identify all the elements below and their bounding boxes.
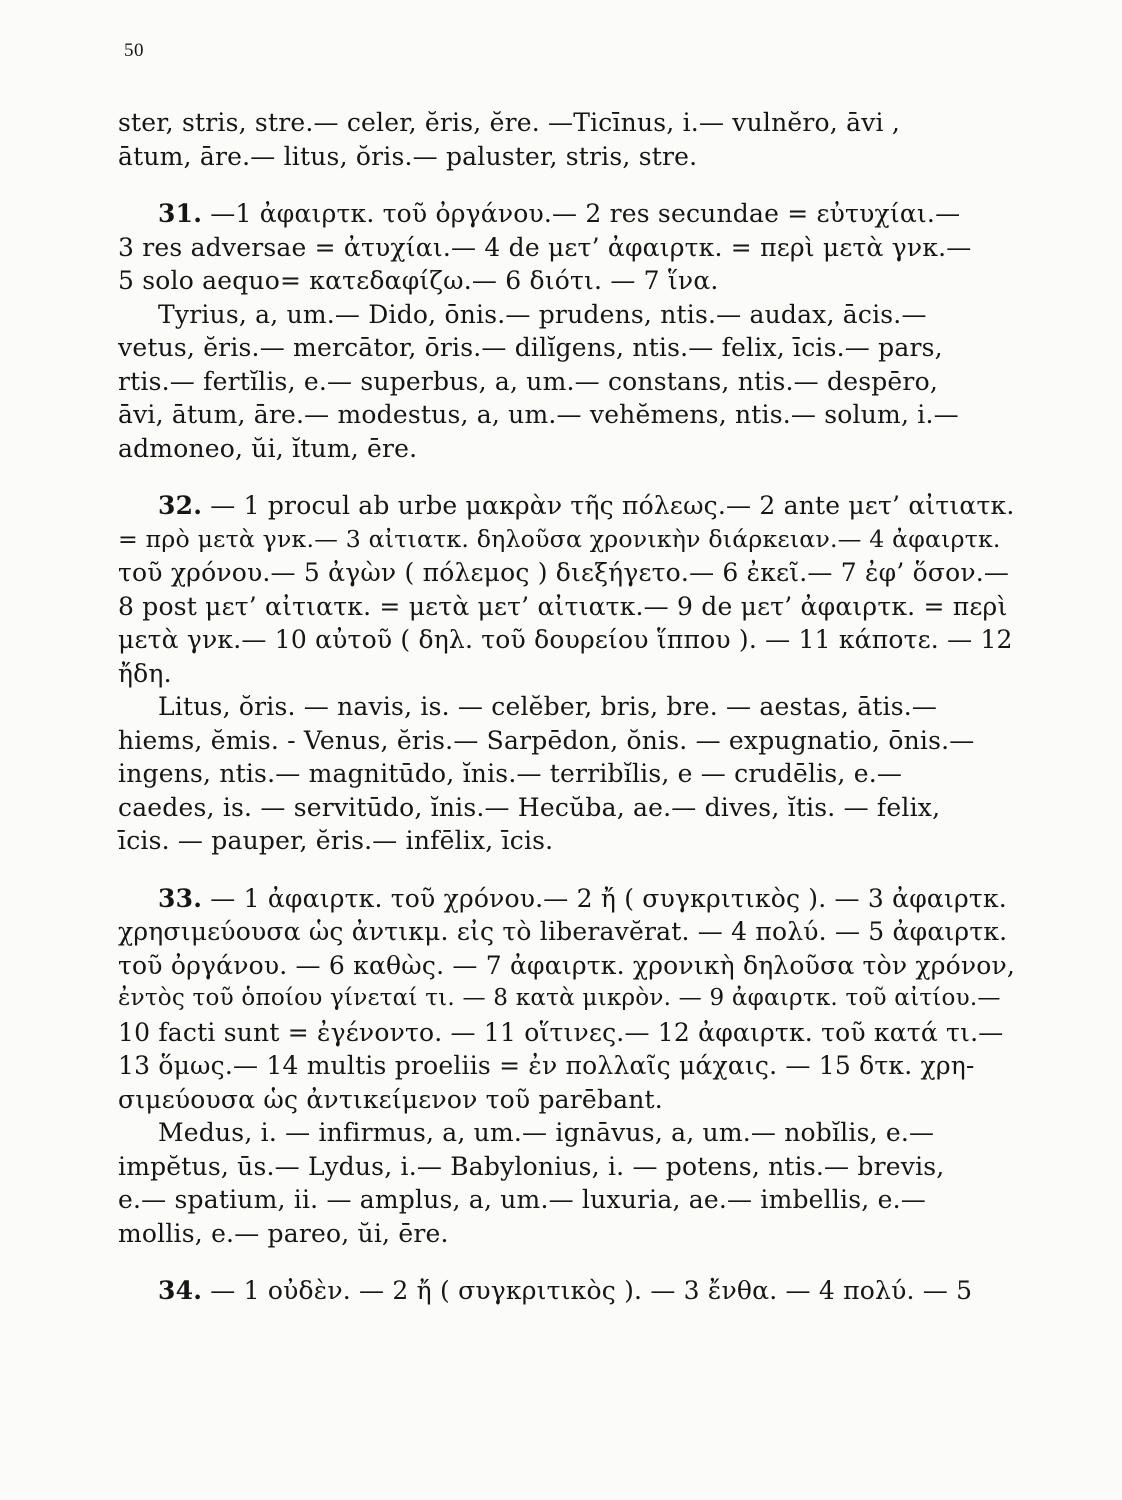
vocab-line: hiems, ĕmis. - Venus, ĕris.— Sarpēdon, ŏnis. — expugnatio, ōnis.— [118,725,975,755]
vocab-line: vetus, ĕris.— mercātor, ōris.— dilĭgens, ntis.— felix, īcis.— pars, [118,333,943,362]
exercise-32-heading-line [118,489,1018,523]
exercise-number: 32. [158,491,203,520]
exercise-34-heading-line [118,1274,1018,1308]
vocab-line: impĕtus, ūs.— Lydus, i.— Babylonius, i. — potens, ntis.— brevis, [118,1151,945,1181]
text-line: 8 post μετ’ αἰτιατκ. = μετὰ μετ’ αἰτιατκ.— 9 de μετ’ ἀφαιρτκ. = περὶ [118,591,1008,621]
exercise-text: —1 ἀφαιρτκ. τοῦ ὀργάνου.— 2 res secundae = εὐτυχίαι.— [210,199,961,228]
text-line: = πρὸ μετὰ γνκ.— 3 αἰτιατκ. δηλοῦσα χρονικὴν διάρκειαν.— 4 ἀφαιρτκ. [118,524,1001,553]
text-line: χρησιμεύουσα ὡς ἀντικμ. εἰς τὸ liberavĕrat. — 4 πολύ. — 5 ἀφαιρτκ. [118,917,1008,946]
text-line: τοῦ χρόνου.— 5 ἀγὼν ( πόλεμος ) διεξήγετο.— 6 ἐκεῖ.— 7 ἐφ’ ὅσον.— [118,558,1010,587]
vocab-line: e.— spatium, ii. — amplus, a, um.— luxuria, ae.— imbellis, e.— [118,1185,926,1214]
text-line: τοῦ ὀργάνου. — 6 καθὼς. — 7 ἀφαιρτκ. χρονικὴ δηλοῦσα τὸν χρόνον, [118,950,1016,980]
vocab-line: mollis, e.— pareo, ŭi, ēre. [118,1218,449,1248]
text-line: ἤδη. [118,658,172,688]
paragraph-gap [118,858,1018,882]
vocab-line: īcis. — pauper, ĕris.— infēlix, īcis. [118,826,554,855]
vocab-line: caedes, is. — servitūdo, ĭnis.— Hecŭba, ae.— dives, ĭtis. — felix, [118,792,941,822]
exercise-text: — 1 procul ab urbe μακρὰν τῆς πόλεως.— 2 ante μετ’ αἰτιατκ. [210,491,1015,520]
text-line: 3 res adversae = ἀτυχίαι.— 4 de μετ’ ἀφαιρτκ. = περὶ μετὰ γνκ.— [118,232,972,262]
text-line: 13 ὅμως.— 14 multis proeliis = ἐν πολλαῖς μάχαις. — 15 δτκ. χρη- [118,1051,975,1080]
exercise-31-heading-line [118,197,1018,231]
vocab-line: rtis.— fertĭlis, e.— superbus, a, um.— constans, ntis.— despēro, [118,366,938,396]
exercise-text: — 1 οὐδὲν. — 2 ἤ ( συγκριτικὸς ). — 3 ἔνθα. — 4 πολύ. — 5 [210,1276,973,1305]
text-line: μετὰ γνκ.— 10 αὐτοῦ ( δηλ. τοῦ δουρείου ἵππου ). — 11 κάποτε. — 12 [118,625,1013,654]
paragraph-gap [118,465,1018,489]
exercise-text: — 1 ἀφαιρτκ. τοῦ χρόνου.— 2 ἤ ( συγκριτικὸς ). — 3 ἀφαιρτκ. [210,883,1007,913]
text-line: ἐντὸς τοῦ ὁποίου γίνεταί τι. — 8 κατὰ μικρὸν. — 9 ἀφαιρτκ. τοῦ αἰτίου.— [118,985,1001,1011]
vocab-line: admoneo, ŭi, ĭtum, ēre. [118,433,418,463]
exercise-33-heading-line [118,882,1018,916]
paragraph-gap [118,1250,1018,1274]
exercise-number: 33. [158,883,203,913]
vocab-line: Litus, ŏris. — navis, is. — celĕber, bris, bre. — aestas, ātis.— [158,692,938,721]
exercise-number: 31. [158,199,203,228]
text-line: ster, stris, stre.— celer, ĕris, ĕre. —Ticīnus, i.— vulnĕro, āvi , [118,108,901,137]
exercise-number: 34. [158,1276,203,1305]
vocab-line: ingens, ntis.— magnitūdo, ĭnis.— terribĭlis, e — crudēlis, e.— [118,759,903,788]
text-line: 10 facti sunt = ἐγένοντο. — 11 οἵτινες.— 12 ἀφαιρτκ. τοῦ κατά τι.— [118,1017,1004,1047]
page-number: 50 [124,40,144,61]
vocab-line: Tyrius, a, um.— Dido, ōnis.— prudens, ntis.— audax, ācis.— [158,299,927,329]
text-line: ātum, āre.— litus, ŏris.— paluster, stris, stre. [118,141,698,171]
text-line: 5 solo aequo= κατεδαφίζω.— 6 διότι. — 7 ἵνα. [118,266,719,295]
vocab-line: āvi, ātum, āre.— modestus, a, um.— vehĕmens, ntis.— solum, i.— [118,400,959,429]
paragraph-gap [118,173,1018,197]
page-body [118,106,1018,1308]
vocab-line: Medus, i. — infirmus, a, um.— ignāvus, a, um.— nobĭlis, e.— [158,1118,935,1147]
text-line: σιμεύουσα ὡς ἀντικείμενον τοῦ parēbant. [118,1084,663,1114]
